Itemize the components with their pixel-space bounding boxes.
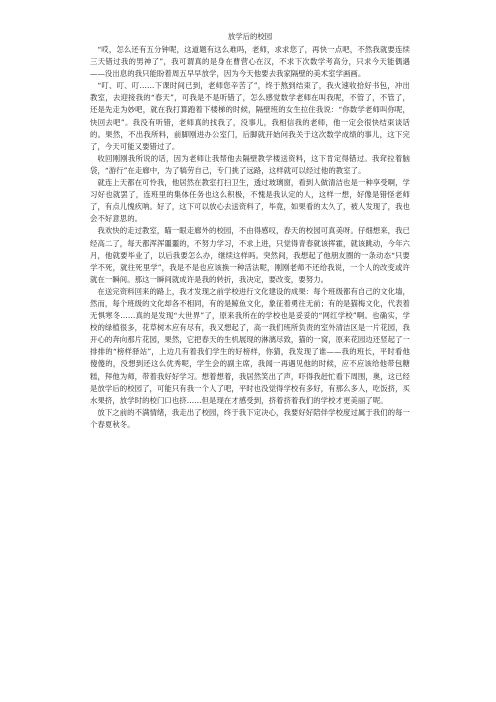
paragraph-4: 就连上天都在可怜我，他居然在教室打扫卫生，透过玻璃窗，看到人做清洁也是一种享受啊，学习好也就罢了，连班里的集体任务也这么积极，不愧是我认定的人，这样一想，好像是错怪老师了，有点儿愧疚呐。好了，这下可以放心去送资料了，毕竟，如果看的太久了，被人发现了，我也会不好意思的。 bbox=[90, 178, 410, 224]
paragraph-1: “哎，怎么还有五分钟呢，这道题有这么难吗，老师，求求您了，再快一点吧，不然我就要连续三天错过我的男神了”，我可谓真的是身在曹营心在汉，不求下次数学考高分，只求今天能偶遇——没出息的我只能盼着周五早早放学，因为今天他要去我家隔壁的美术室学画画。 bbox=[90, 45, 410, 79]
paragraph-2: “叮、叮、叮……下课时间已到，老师您辛苦了”，终于熬到结束了，我火速收拾好书包，冲出教室，去迎接我的“春天”，可我是不是听错了，怎么感觉数学老师在叫我呢，不管了，不管了，还是先走为妙吧，就在我打算跑着下楼梯的时候，隔壁班的女生拉住我说：“你数学老师叫你呢，快回去吧”。我没有听错，老师真的找我了，没事儿，我相信我的老师，他一定会很快结束谈话的。果然，不出我所料，前脚刚进办公室门，后脚就开始问我关于这次数学成绩的事儿，这下完了，今天可能又要错过了。 bbox=[90, 81, 410, 151]
document-title: 放学后的校园 bbox=[227, 32, 273, 41]
paragraph-3: 收回刚刚我所说的话，因为老师让我帮他去隔壁教学楼送资料，这下肯定得错过。我耷拉着脑袋，“游行”在走廊中，为了犒劳自己，专门挑了远路，这样就可以经过他的教室了。 bbox=[90, 153, 410, 175]
paragraph-6: 在送完资料回来的路上，我才发现之前学校进行文化建设的成果：每个班级都有自己的文化墙，然而，每个班级的文化却各不相同，有的是鲸鱼文化，象征着勇往无前；有的是猫梅文化，代表着无惧寒冬……真的是发现“大世界”了，原来我所在的学校也是妥妥的“网红学校”啊。也确实，学校的绿植很多，花草树木应有尽有，我又想起了，高一我们班所负责的室外清洁区是一片花园，我开心的奔向那片花园，果然，它把春天的生机展现的淋漓尽致，猫的一窝，原来花园边还竖起了一排排的“榜样驿站”，上边几有着我们学生的好榜样，你猜，我发现了谁——我的班长，平时看他傻傻的，没想到还这么优秀呢，学生会的副主席，我闻一再遇见他的时候，应不应该给他带包糖糕，拜他为师，带着我好好学习。想着想着，我居然笑出了声，吓得我赶忙看下周围，奥，这已经是放学后的校园了，可能只有我一个人了吧，平时也没觉得学校有多好，有那么多人，吃饭挤，买水果挤，放学时的校门口也挤……但是现在才感受到，挤着挤着我们的学校才更美丽了呢。 bbox=[90, 286, 410, 405]
paragraph-5: 我欢快的走过教室，瞄一眼走廊外的校园，不由得感叹，春天的校园可真美呀。仔细想来，我已经高二了，每天都浑浑噩噩的，不努力学习，不求上进，只觉得青春就该挥霍，就该跳动，今年六月，他就要毕业了，以后我要怎么办，继续这样吗。突然间，我想起了他朋友圈的一条动态“只要学不死，就往死里学”，我是不是也应该换一种活法呢，刚刚老师不还给我说，一个人的改变或许就在一瞬间。那这一瞬间就成许是我的转折，我决定，要改变，要努力。 bbox=[90, 226, 410, 284]
paragraph-7: 放下之前的不满情绪，我走出了校园，终于我下定决心，我要好好陪伴学校度过属于我们的每一个春夏秋冬。 bbox=[90, 407, 410, 429]
